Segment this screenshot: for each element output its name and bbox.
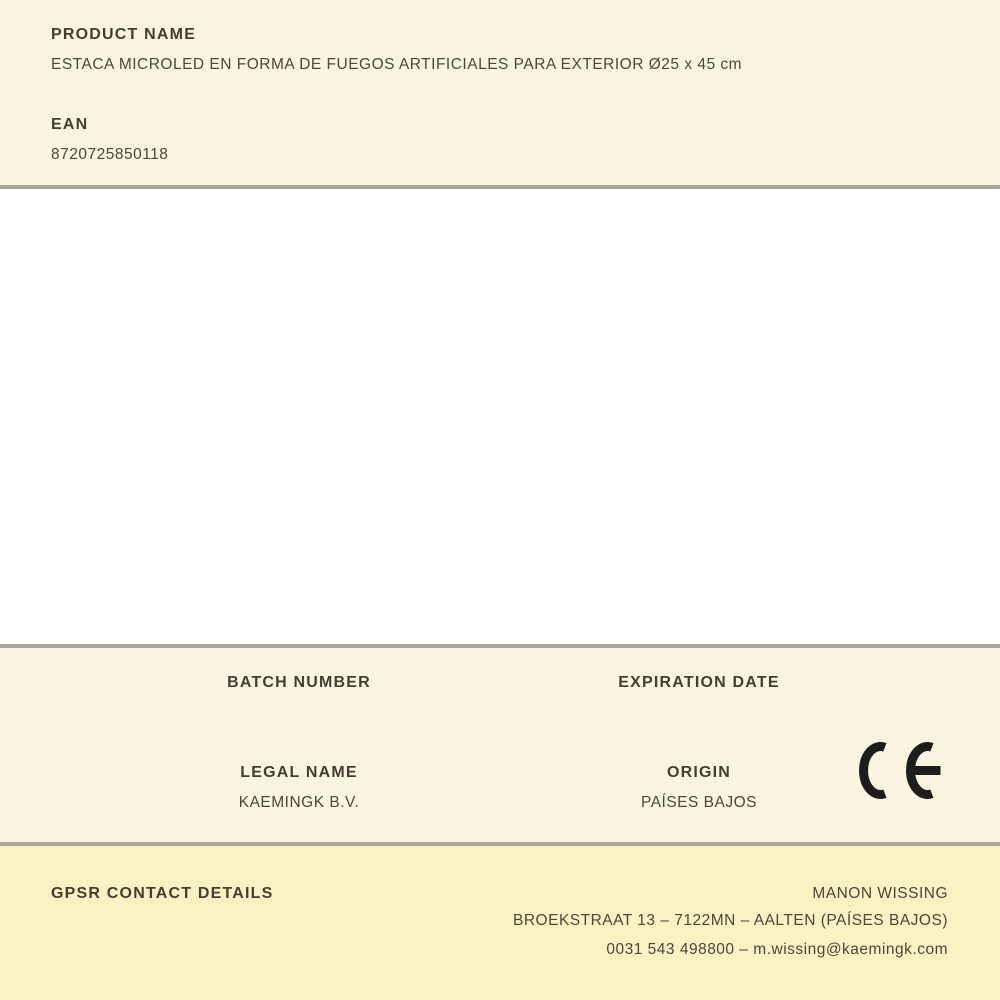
- origin-label: ORIGIN: [666, 764, 732, 781]
- product-info-section: [0, 0, 1000, 185]
- empty-middle-section: [0, 189, 1000, 644]
- contact-address: BROEKSTRAAT 13 – 7122MN – AALTEN (PAÍSES BAJOS): [513, 912, 948, 929]
- ce-mark-icon: [859, 742, 941, 799]
- origin-value: PAÍSES BAJOS: [641, 794, 757, 811]
- batch-number-value: [0, 703, 598, 722]
- ce-mark-container: [800, 673, 1000, 842]
- gpsr-contact-heading: GPSR CONTACT DETAILS: [51, 885, 274, 902]
- gpsr-contact-section: [0, 846, 1000, 1000]
- product-name-label: PRODUCT NAME: [51, 26, 197, 43]
- contact-name: MANON WISSING: [812, 885, 948, 902]
- product-name-value: ESTACA MICROLED EN FORMA DE FUEGOS ARTIFICIALES PARA EXTERIOR Ø25 x 45 cm: [51, 56, 743, 73]
- ean-value: 8720725850118: [51, 146, 169, 163]
- expiration-date-value: [598, 703, 800, 722]
- batch-legal-details-section: [0, 648, 1000, 842]
- details-right-column: [598, 673, 800, 842]
- gpsr-contact-info: [513, 884, 948, 959]
- batch-number-label: BATCH NUMBER: [227, 674, 371, 691]
- ean-label: EAN: [51, 116, 89, 133]
- contact-phone-email: 0031 543 498800 – m.wissing@kaemingk.com: [606, 941, 948, 958]
- legal-name-value: KAEMINGK B.V.: [238, 794, 360, 811]
- legal-name-label: LEGAL NAME: [240, 764, 358, 781]
- expiration-date-label: EXPIRATION DATE: [618, 674, 780, 691]
- details-left-column: [0, 673, 598, 842]
